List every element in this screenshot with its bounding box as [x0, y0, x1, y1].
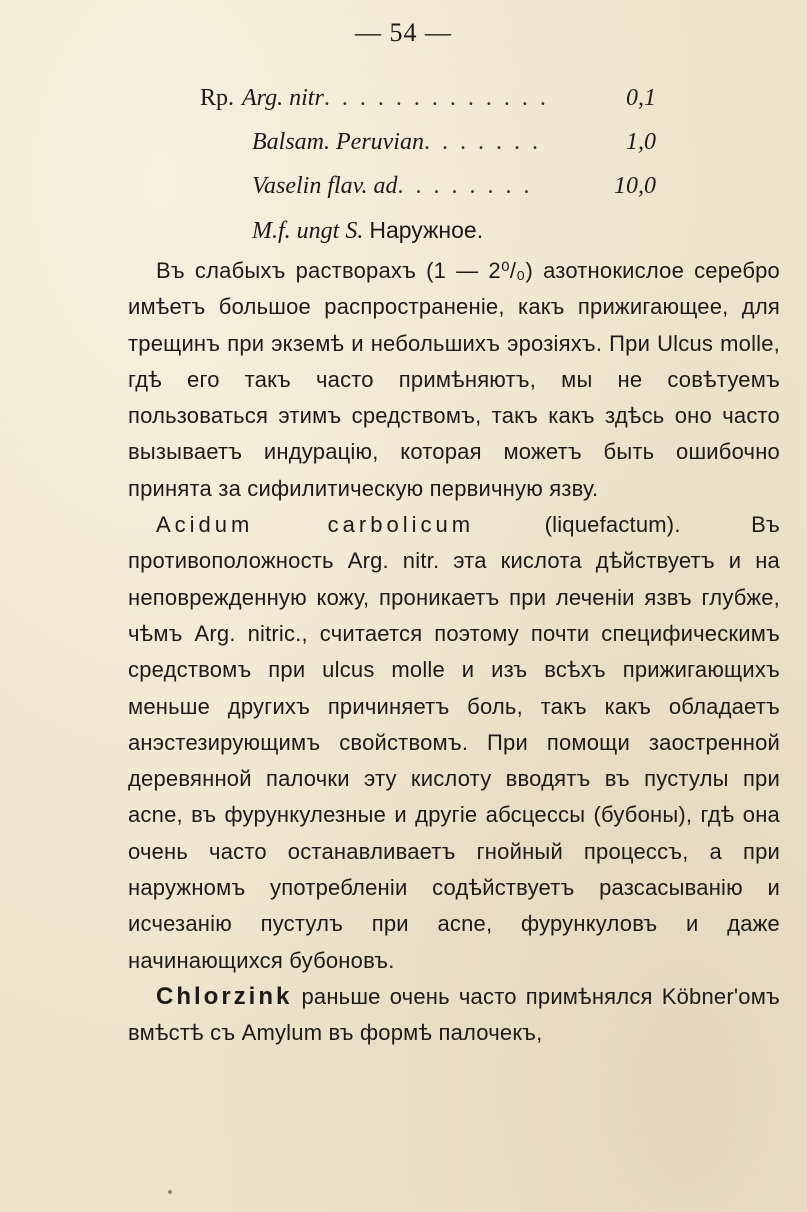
- recipe-drug: Arg. nitr: [242, 85, 324, 111]
- paragraph-carbolic-acid: [128, 507, 780, 979]
- recipe-line-1: [200, 76, 670, 120]
- recipe-leader: . . . . . . .: [423, 129, 541, 155]
- paragraph-chlorzink: [128, 979, 780, 1052]
- recipe-quantity: 1,0: [626, 129, 656, 155]
- recipe-signature: [200, 208, 670, 252]
- page-number: — 54 —: [355, 18, 452, 47]
- recipe-quantity: 0,1: [626, 85, 656, 111]
- body-text: [128, 253, 780, 1052]
- term-chlorzink: Chlorzink: [156, 982, 293, 1010]
- paragraph-chlorzink-text: раньше очень часто примѣнялся Köbner'омъ вмѣстѣ съ Amylum въ формѣ палочекъ,: [128, 983, 780, 1046]
- recipe-signature-latin: M.f. ungt S.: [252, 218, 364, 244]
- recipe-leader: . . . . . . . . . . . . .: [323, 85, 549, 111]
- recipe-line-3: [200, 164, 670, 208]
- recipe-quantity: 10,0: [614, 173, 656, 199]
- recipe-rp: Rp.: [200, 85, 235, 111]
- recipe-drug: Balsam. Peruvian: [252, 129, 424, 155]
- recipe-signature-russian: Наружное.: [369, 217, 484, 243]
- term-acidum-carbolicum: Acidum carbolicum: [156, 512, 475, 538]
- recipe-drug: Vaselin flav. ad: [252, 173, 398, 199]
- paragraph-carbolic-text: (liquefactum). Въ противоположность Arg. nitr. эта кислота дѣйствуетъ и на неповрежденную кожу, проникаетъ при леченiи язвъ глубже, чѣмъ Arg. nitric., считается поэтому почти специфическимъ средствомъ при ulcus molle и изъ всѣхъ прижигающихъ меньше другихъ причиняетъ боль, такъ какъ обладаетъ анэстезирующимъ свойствомъ. При помощи заостренной деревянной палочки эту кислоту вводятъ въ пустулы при acne, въ фурункулезные и другiе абсцессы (бубоны), гдѣ она очень часто останавливаетъ гнойный процессъ, а при наружномъ употребленiи содѣйствуетъ разсасыванiю и исчезанiю пустулъ при acne, фурункуловъ и даже начинающихся бубоновъ.: [128, 512, 780, 973]
- prescription-block: [200, 76, 670, 252]
- paper-speck: [168, 1190, 172, 1194]
- recipe-line-2: [200, 120, 670, 164]
- recipe-leader: . . . . . . . .: [397, 173, 533, 199]
- paragraph-silver-nitrate: Въ слабыхъ растворахъ (1 — 2⁰/₀) азотнокислое серебро имѣетъ большое распространенiе, какъ прижигающее, для трещинъ при экземѣ и небольшихъ эрозiяхъ. При Ulcus molle, гдѣ его такъ часто примѣняютъ, мы не совѣтуемъ пользоваться этимъ средствомъ, такъ какъ здѣсь оно часто вызываетъ индурацiю, которая можетъ быть ошибочно принята за сифилитическую первичную язву.: [128, 258, 780, 501]
